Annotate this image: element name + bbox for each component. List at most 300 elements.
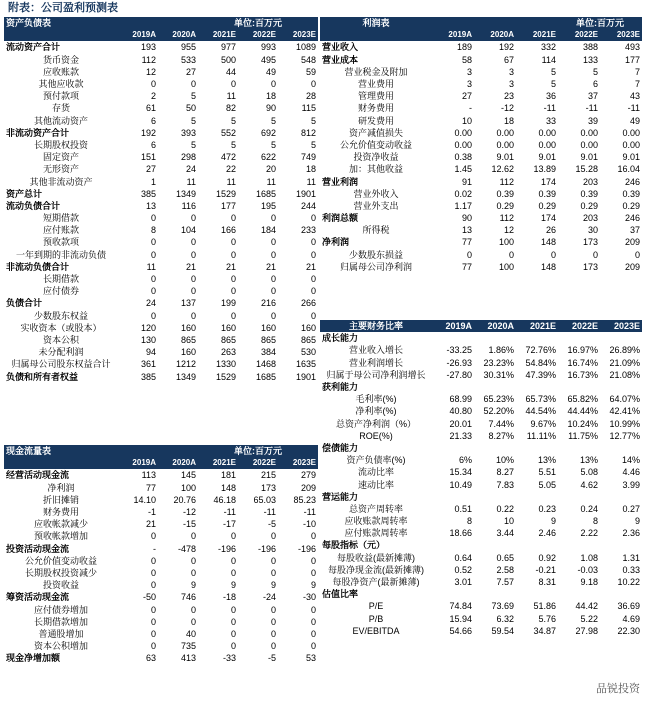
table-row	[320, 527, 642, 539]
cell-value: 0	[311, 616, 317, 627]
cell-value: 11	[266, 176, 276, 187]
table-row	[320, 539, 642, 551]
cell-value: 0	[270, 604, 276, 615]
cell-value: 0.00	[580, 127, 598, 138]
cell-value: 15.34	[449, 467, 472, 478]
table-row	[320, 405, 642, 417]
table-row	[4, 163, 318, 175]
cell-value: 3	[466, 66, 472, 77]
cell-value: -11	[303, 507, 317, 518]
table-row	[4, 603, 318, 615]
cell-value: 130	[140, 334, 156, 345]
cell-value: 0	[311, 213, 317, 224]
cell-value: 68.99	[449, 394, 472, 405]
cell-value: 692	[260, 127, 276, 138]
cell-value: 1468	[255, 359, 276, 370]
cell-value: 0	[150, 641, 156, 652]
cell-value: 279	[300, 470, 317, 481]
table-row	[320, 564, 642, 576]
row-label: 少数股东损益	[348, 249, 403, 260]
row-label: 存货	[51, 103, 70, 114]
cell-value: 173	[582, 261, 598, 272]
cell-value: 5	[190, 139, 196, 150]
cell-value: 20	[265, 164, 276, 175]
cell-value: 500	[220, 54, 236, 65]
cell-value: 0	[270, 555, 276, 566]
cell-value: 0	[150, 616, 156, 627]
cell-value: 13%	[579, 455, 598, 466]
year-label: 2020A	[158, 29, 198, 41]
cell-value: 5	[311, 139, 317, 150]
cell-value: 65.03	[253, 494, 276, 505]
cell-value: -18	[222, 592, 236, 603]
cell-value: 0.51	[454, 503, 472, 514]
cell-value: 233	[300, 225, 317, 236]
row-label: 资产减值损失	[348, 127, 403, 138]
cell-value: 64.07%	[609, 394, 640, 405]
table-row	[4, 543, 318, 555]
row-label: 速动比率	[357, 479, 394, 490]
cell-value: 0	[270, 237, 276, 248]
row-label: ROE(%)	[359, 430, 393, 441]
cell-value: 7	[634, 79, 640, 90]
row-label: 营业外支出	[353, 200, 399, 211]
cell-value: 9	[230, 580, 236, 591]
table-row	[4, 175, 318, 187]
table-row	[320, 163, 642, 175]
table-row	[320, 139, 642, 151]
cell-value: 0.39	[538, 188, 556, 199]
table-row	[4, 579, 318, 591]
row-label: 未分配利润	[38, 347, 84, 358]
table-row	[320, 78, 642, 90]
cell-value: 0	[150, 237, 156, 248]
cell-value: 0	[592, 249, 598, 260]
row-label: 总资产净利润（%）	[335, 418, 416, 429]
cell-value: 10.49	[449, 479, 472, 490]
year-label: 2019A	[432, 320, 474, 332]
row-label: 非流动资产合计	[6, 127, 70, 138]
cell-value: 5	[550, 66, 556, 77]
cell-value: 59	[306, 66, 317, 77]
cell-value: 0	[150, 567, 156, 578]
cell-value	[432, 442, 474, 454]
cell-value: 192	[498, 42, 514, 53]
cell-value: 20.76	[173, 494, 196, 505]
cell-value: 1.31	[622, 552, 640, 563]
cell-value: 193	[140, 42, 156, 53]
cell-value: 9.01	[496, 152, 514, 163]
cell-value: 2.22	[580, 528, 598, 539]
cell-value: 184	[260, 225, 276, 236]
cell-value: -10	[303, 519, 317, 530]
cell-value: 385	[140, 188, 156, 199]
cell-value: 0	[190, 79, 196, 90]
cell-value: 199	[220, 298, 236, 309]
cell-value: 472	[220, 152, 236, 163]
cell-value: 1635	[295, 359, 317, 370]
table-row	[320, 454, 642, 466]
cell-value	[558, 588, 600, 600]
cell-value: -12	[182, 507, 196, 518]
cell-value: 27	[145, 164, 156, 175]
table-row	[4, 78, 318, 90]
table-row	[320, 466, 642, 478]
cell-value: 0	[190, 604, 196, 615]
cell-value: 14%	[621, 455, 640, 466]
cell-value: -15	[182, 519, 196, 530]
cell-value: 18.66	[449, 528, 472, 539]
cell-value: -50	[142, 592, 156, 603]
cell-value: 21	[265, 261, 276, 272]
year-label: 2022E	[558, 320, 600, 332]
cell-value	[516, 491, 558, 503]
table-row	[4, 41, 318, 53]
cell-value: 5	[550, 79, 556, 90]
row-label: 固定资产	[42, 152, 79, 163]
table-row	[320, 369, 642, 381]
table-row	[320, 625, 642, 637]
cell-value	[600, 539, 642, 551]
cell-value: 91	[461, 176, 472, 187]
table-row	[4, 139, 318, 151]
cell-value: 27.98	[575, 625, 598, 636]
table-row	[320, 503, 642, 515]
cell-value: 15.94	[449, 613, 472, 624]
cell-value: 0	[270, 616, 276, 627]
cell-value: 11	[186, 176, 196, 187]
table-row	[320, 54, 642, 66]
cell-value: 6	[592, 79, 598, 90]
cell-value: 7	[634, 66, 640, 77]
row-label: 营业收入增长	[348, 345, 403, 356]
cell-value: 3.44	[496, 528, 514, 539]
row-label: 归属母公司股东权益合计	[11, 359, 111, 370]
year-label: 2023E	[600, 29, 642, 41]
cell-value: 160	[220, 322, 236, 333]
cell-value: -1	[147, 507, 156, 518]
cell-value: 10	[461, 115, 472, 126]
row-label: 预付款项	[42, 91, 79, 102]
row-label: 折旧摊销	[42, 494, 79, 505]
cell-value: 1349	[175, 371, 196, 382]
cell-value: 24	[145, 298, 156, 309]
table-row	[4, 90, 318, 102]
cell-value: 5	[230, 139, 236, 150]
cell-value: 865	[180, 334, 196, 345]
cell-value: 0	[311, 567, 317, 578]
row-label: 其他非流动资产	[29, 176, 93, 187]
cell-value: 0	[150, 79, 156, 90]
cell-value: 0	[270, 249, 276, 260]
cell-value: 0	[270, 567, 276, 578]
row-label: 流动资产合计	[6, 42, 61, 53]
cell-value: -196	[298, 543, 317, 554]
cell-value: 5.22	[580, 613, 598, 624]
cell-value: 13%	[537, 455, 556, 466]
cell-value: 12.62	[491, 164, 514, 175]
row-label: 资产负债率(%)	[346, 455, 406, 466]
financial-ratios-table	[320, 320, 642, 637]
cell-value: 21	[185, 261, 196, 272]
table-row	[320, 393, 642, 405]
table-row	[4, 127, 318, 139]
cell-value: 9.18	[580, 577, 598, 588]
cell-value: 21	[145, 519, 156, 530]
cell-value: 33	[545, 115, 556, 126]
cell-value: 0	[150, 310, 156, 321]
cell-value: 263	[220, 347, 236, 358]
cell-value: 1685	[255, 371, 276, 382]
table-row	[320, 332, 642, 344]
balance-sheet-header	[4, 17, 318, 29]
row-label: 应收帐款减少	[33, 519, 88, 530]
cell-value: 1529	[215, 188, 236, 199]
cell-value: 0	[230, 237, 236, 248]
row-label: 偿债能力	[322, 442, 359, 453]
table-row	[4, 188, 318, 200]
cell-value: 90	[461, 213, 472, 224]
cell-value: 533	[180, 54, 196, 65]
cell-value: 216	[260, 298, 276, 309]
cell-value: 65.82%	[567, 394, 598, 405]
cell-value: 12	[145, 66, 156, 77]
cell-value: 42.41%	[609, 406, 640, 417]
row-label: 其他流动资产	[33, 115, 88, 126]
cell-value: 148	[220, 482, 236, 493]
cell-value: 173	[260, 482, 276, 493]
cell-value: 6	[150, 115, 156, 126]
table-row	[4, 285, 318, 297]
year-label: 2020A	[474, 29, 516, 41]
cell-value: 0.00	[454, 139, 472, 150]
cell-value: -0.21	[535, 564, 556, 575]
cell-value: 21	[225, 261, 236, 272]
cell-value: 145	[180, 470, 196, 481]
cell-value: 0	[230, 79, 236, 90]
table-row	[4, 518, 318, 530]
cell-value: 174	[540, 176, 556, 187]
table-row	[320, 344, 642, 356]
cell-value: 0	[270, 274, 276, 285]
cell-value: 332	[540, 42, 556, 53]
cell-value: 1089	[295, 42, 317, 53]
row-label: 长期借款	[42, 274, 79, 285]
cell-value: 5.05	[538, 479, 556, 490]
cell-value: 14.10	[133, 494, 156, 505]
cell-value: 0	[270, 286, 276, 297]
cell-value: 384	[260, 347, 276, 358]
cell-value: 0	[150, 249, 156, 260]
cell-value: 0.23	[538, 503, 556, 514]
cell-value: 5	[190, 115, 196, 126]
financial-ratios-title: 主要财务比率	[320, 320, 432, 332]
row-label: 资本公积	[42, 334, 79, 345]
cell-value: 11	[226, 176, 236, 187]
row-label: 每股净现金流(最新摊薄)	[328, 564, 424, 575]
cell-value	[474, 588, 516, 600]
cell-value: 13	[461, 225, 472, 236]
cell-value: 0	[150, 604, 156, 615]
row-label: 营业成本	[322, 54, 359, 65]
cell-value: 0	[311, 531, 317, 542]
cell-value	[600, 381, 642, 393]
row-label: 长期股权投资	[33, 139, 88, 150]
cell-value: 77	[461, 237, 472, 248]
cell-value: -26.93	[446, 357, 472, 368]
row-label: 财务费用	[42, 507, 79, 518]
cell-value: 90	[265, 103, 276, 114]
cell-value: 2.58	[496, 564, 514, 575]
table-row	[320, 188, 642, 200]
cell-value: 0	[230, 567, 236, 578]
cell-value: 100	[180, 482, 196, 493]
row-label: 公允价值变动收益	[24, 555, 97, 566]
row-label: 成长能力	[322, 333, 359, 344]
cell-value: 21	[306, 261, 317, 272]
table-row	[4, 115, 318, 127]
row-label: 管理费用	[357, 91, 394, 102]
table-row	[320, 127, 642, 139]
cell-value	[516, 442, 558, 454]
cell-value: 2.46	[538, 528, 556, 539]
table-row	[320, 249, 642, 261]
financial-ratios-header	[320, 320, 642, 332]
table-row	[320, 515, 642, 527]
cell-value: 4.62	[580, 479, 598, 490]
row-label: 应收账款周转率	[344, 516, 408, 527]
cell-value: 12	[503, 225, 514, 236]
cell-value	[516, 332, 558, 344]
cell-value: 1529	[215, 371, 236, 382]
cell-value: -478	[177, 543, 196, 554]
table-row	[4, 297, 318, 309]
cell-value: 0	[311, 79, 317, 90]
row-label: 营业利润增长	[348, 357, 403, 368]
cell-value: 0	[311, 628, 317, 639]
cell-value: 8.27%	[488, 430, 514, 441]
cell-value: 1901	[295, 188, 317, 199]
cell-value: 116	[181, 200, 196, 211]
row-label: 利润总额	[322, 213, 359, 224]
cell-value: 0	[190, 249, 196, 260]
table-row	[4, 567, 318, 579]
cell-value: 0	[270, 531, 276, 542]
cell-value: 0	[466, 249, 472, 260]
table-row	[4, 358, 318, 370]
table-row	[320, 588, 642, 600]
row-label: 每股净资产(最新摊薄)	[332, 577, 420, 588]
cell-value: 77	[461, 261, 472, 272]
cell-value: 0	[634, 249, 640, 260]
cell-value: 85.23	[293, 494, 317, 505]
cell-value	[558, 332, 600, 344]
cell-value: 246	[624, 176, 640, 187]
table-row	[4, 555, 318, 567]
cell-value: 0	[150, 213, 156, 224]
cell-value: 0	[230, 628, 236, 639]
cell-value: 812	[300, 127, 317, 138]
cell-value: 21.09%	[609, 357, 640, 368]
cell-value: 0.24	[580, 503, 598, 514]
cell-value: 865	[220, 334, 236, 345]
cell-value: 0.39	[496, 188, 514, 199]
table-row	[320, 613, 642, 625]
cell-value: 0.00	[622, 139, 640, 150]
cell-value: 74.84	[449, 601, 472, 612]
row-label: 流动比率	[357, 467, 394, 478]
cell-value: 0.22	[496, 503, 514, 514]
cell-value: 0.65	[496, 552, 514, 563]
income-statement-years	[320, 29, 642, 41]
row-label: 经营活动现金流	[6, 470, 70, 481]
cell-value: 18	[306, 164, 317, 175]
balance-sheet-table	[4, 17, 318, 383]
row-label: 营运能力	[322, 491, 359, 502]
cell-value: 65.23%	[483, 394, 514, 405]
cell-value: 7.57	[496, 577, 514, 588]
row-label: 其他应收款	[38, 79, 84, 90]
cell-value: 112	[141, 54, 156, 65]
cell-value: -33.25	[446, 345, 472, 356]
cell-value: 865	[260, 334, 276, 345]
cell-value: 0.52	[454, 564, 472, 575]
table-row	[320, 357, 642, 369]
row-label: 研发费用	[357, 115, 394, 126]
table-row	[4, 102, 318, 114]
cell-value: 0	[190, 531, 196, 542]
cell-value: 393	[180, 127, 196, 138]
cell-value: 8.27	[496, 467, 514, 478]
cell-value: 114	[541, 54, 556, 65]
row-label: 少数股东权益	[33, 310, 88, 321]
cell-value: 15.28	[575, 164, 598, 175]
cell-value: 49	[629, 115, 640, 126]
cell-value: 1.08	[580, 552, 598, 563]
table-row	[4, 212, 318, 224]
year-label: 2020A	[474, 320, 516, 332]
cell-value: 166	[220, 225, 236, 236]
cell-value: 16.04	[617, 164, 640, 175]
row-label: 预收款项	[42, 237, 79, 248]
cell-value: 10	[503, 516, 514, 527]
table-row	[4, 640, 318, 652]
cell-value: 5	[592, 66, 598, 77]
cell-value: 0	[311, 249, 317, 260]
cell-value: 37	[587, 91, 598, 102]
cell-value: 37	[629, 225, 640, 236]
row-label: 获利能力	[322, 382, 359, 393]
cell-value: -196	[257, 543, 276, 554]
cell-value: 9	[311, 580, 317, 591]
cell-value: 24	[185, 164, 196, 175]
year-label: 2021E	[198, 457, 238, 469]
cell-value: 133	[582, 54, 598, 65]
cell-value	[516, 381, 558, 393]
cell-value: 5.51	[538, 467, 556, 478]
cell-value: 244	[300, 200, 317, 211]
cell-value: 67	[503, 54, 514, 65]
cell-value: 209	[624, 237, 640, 248]
cell-value: 865	[300, 334, 317, 345]
table-row	[4, 628, 318, 640]
table-row	[320, 381, 642, 393]
table-row	[4, 261, 318, 273]
row-label: P/E	[368, 601, 384, 612]
cell-value: 0.00	[538, 139, 556, 150]
table-row	[4, 652, 318, 664]
cell-value: -0.03	[577, 564, 598, 575]
